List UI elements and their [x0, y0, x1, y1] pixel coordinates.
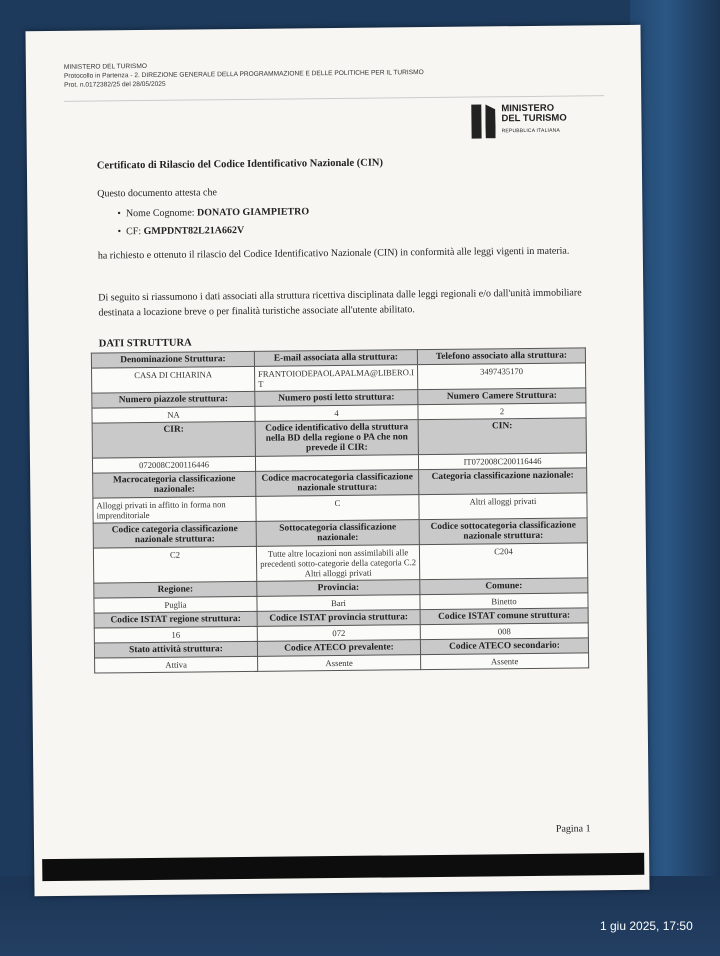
header-cell: Numero piazzole struttura:	[92, 391, 255, 408]
value-cell: Tutte altre locazioni non assimilabili alle precedenti sotto-categorie della categoria C.2 Altri alloggi privati	[256, 545, 419, 582]
cf-bullet: • CF: GMPDNT82L21A662V	[117, 224, 245, 238]
value-cell: 2	[418, 403, 586, 420]
header-cell: Codice ATECO prevalente:	[257, 640, 420, 657]
value-cell: C	[256, 495, 419, 522]
logo-sub: REPUBBLICA ITALIANA	[501, 127, 561, 135]
structure-data-table	[91, 347, 589, 673]
header-divider	[64, 95, 604, 102]
header-cell: Codice ISTAT comune struttura:	[420, 608, 588, 625]
table-header-row	[92, 418, 586, 458]
value-cell: FRANTOIODEPAOLAPALMA@LIBERO.IT	[255, 365, 418, 392]
value-cell: 072008C200116446	[92, 456, 255, 473]
section-title: DATI STRUTTURA	[98, 337, 192, 350]
value-cell: Assente	[258, 655, 421, 672]
header-cell: Provincia:	[257, 580, 420, 597]
value-cell	[255, 455, 418, 472]
value-cell: Puglia	[94, 596, 257, 613]
header-cell: Numero posti letto struttura:	[255, 390, 418, 407]
header-cell: Codice macrocategoria classificazione nazionale struttura:	[256, 470, 419, 497]
logo-line1: MINISTERO	[501, 102, 555, 115]
cf-label: CF:	[126, 226, 142, 238]
value-cell: 3497435170	[418, 363, 586, 390]
paragraph-1: ha richiesto e ottenuto il rilascio del Codice Identificativo Nazionale (CIN) in conformità alle leggi vigenti in materia.	[97, 245, 570, 262]
name-bullet: • Nome Cognome: DONATO GIAMPIETRO	[117, 206, 310, 220]
intro-text: Questo documento attesta che	[97, 187, 217, 200]
header-cell: Codice ISTAT regione struttura:	[94, 611, 257, 628]
value-cell: Binetto	[420, 593, 588, 610]
value-cell: NA	[92, 406, 255, 423]
name-value: DONATO GIAMPIETRO	[196, 206, 310, 219]
protocol-header	[64, 59, 424, 90]
header-ministry: MINISTERO DEL TURISMO	[63, 62, 148, 71]
cf-value: GMPDNT82L21A662V	[143, 224, 245, 238]
value-cell: 4	[255, 405, 418, 422]
photo-timestamp: 1 giu 2025, 17:50	[600, 919, 693, 933]
value-cell: Attiva	[95, 656, 258, 673]
paragraph-2: Di seguito si riassumono i dati associati alla struttura ricettiva disciplinata dalle leggi regionali e/o dall'unità immobiliare destinata a locazione breve o per finalità turistiche associate all'utente abilitato.	[98, 287, 582, 319]
header-cell: Codice identificativo della struttura nella BD della regione o PA che non prevede il CIR:	[255, 420, 418, 457]
header-cell: Codice ISTAT provincia struttura:	[257, 610, 420, 627]
header-cell: Regione:	[94, 581, 257, 598]
header-prot-number: Prot. n.0172382/25 del 28/05/2025	[64, 80, 166, 89]
value-cell: Alloggi privati in affitto in forma non imprenditoriale	[93, 496, 256, 523]
value-cell: Assente	[421, 653, 589, 670]
redaction-bar	[42, 853, 644, 881]
value-cell: Bari	[257, 595, 420, 612]
header-cell: Codice sottocategoria classificazione nazionale struttura:	[419, 518, 587, 545]
header-cell: CIR:	[92, 421, 255, 458]
certificate-title: Certificato di Rilascio del Codice Identificativo Nazionale (CIN)	[96, 157, 384, 172]
header-cell: Stato attività struttura:	[94, 641, 257, 658]
certificate-paper	[25, 25, 649, 896]
table-row	[93, 543, 587, 583]
header-cell: CIN:	[418, 418, 586, 455]
value-cell: Altri alloggi privati	[419, 493, 587, 520]
header-cell: Macrocategoria classificazione nazionale:	[93, 471, 256, 498]
value-cell: CASA DI CHIARINA	[92, 366, 255, 393]
value-cell: 008	[420, 623, 588, 640]
header-cell: Codice ATECO secondario:	[420, 638, 588, 655]
page-number: Pagina 1	[555, 823, 591, 835]
value-cell: 072	[257, 625, 420, 642]
value-cell: IT072008C200116446	[418, 453, 586, 470]
value-cell: C2	[93, 546, 256, 583]
header-cell: E-mail associata alla struttura:	[254, 350, 417, 367]
value-cell: 16	[94, 626, 257, 643]
ministry-logo-icon	[471, 104, 495, 138]
header-cell: Comune:	[420, 578, 588, 595]
header-cell: Sottocategoria classificazione nazionale:	[256, 520, 419, 547]
header-cell: Denominazione Struttura:	[91, 351, 254, 368]
header-cell: Categoria classificazione nazionale:	[419, 468, 587, 495]
name-label: Nome Cognome:	[125, 207, 195, 220]
header-protocol: Protocollo in Partenza - 2. DIREZIONE GENERALE DELLA PROGRAMMAZIONE E DELLE POLITICHE PER IL TURISMO	[63, 69, 424, 80]
ministry-logo	[471, 104, 567, 139]
header-cell: Codice categoria classificazione nazionale struttura:	[93, 521, 256, 548]
header-cell: Numero Camere Struttura:	[418, 388, 586, 405]
logo-line2: DEL TURISMO	[501, 112, 567, 125]
header-cell: Telefono associato alla struttura:	[417, 348, 585, 365]
value-cell: C204	[419, 543, 587, 580]
